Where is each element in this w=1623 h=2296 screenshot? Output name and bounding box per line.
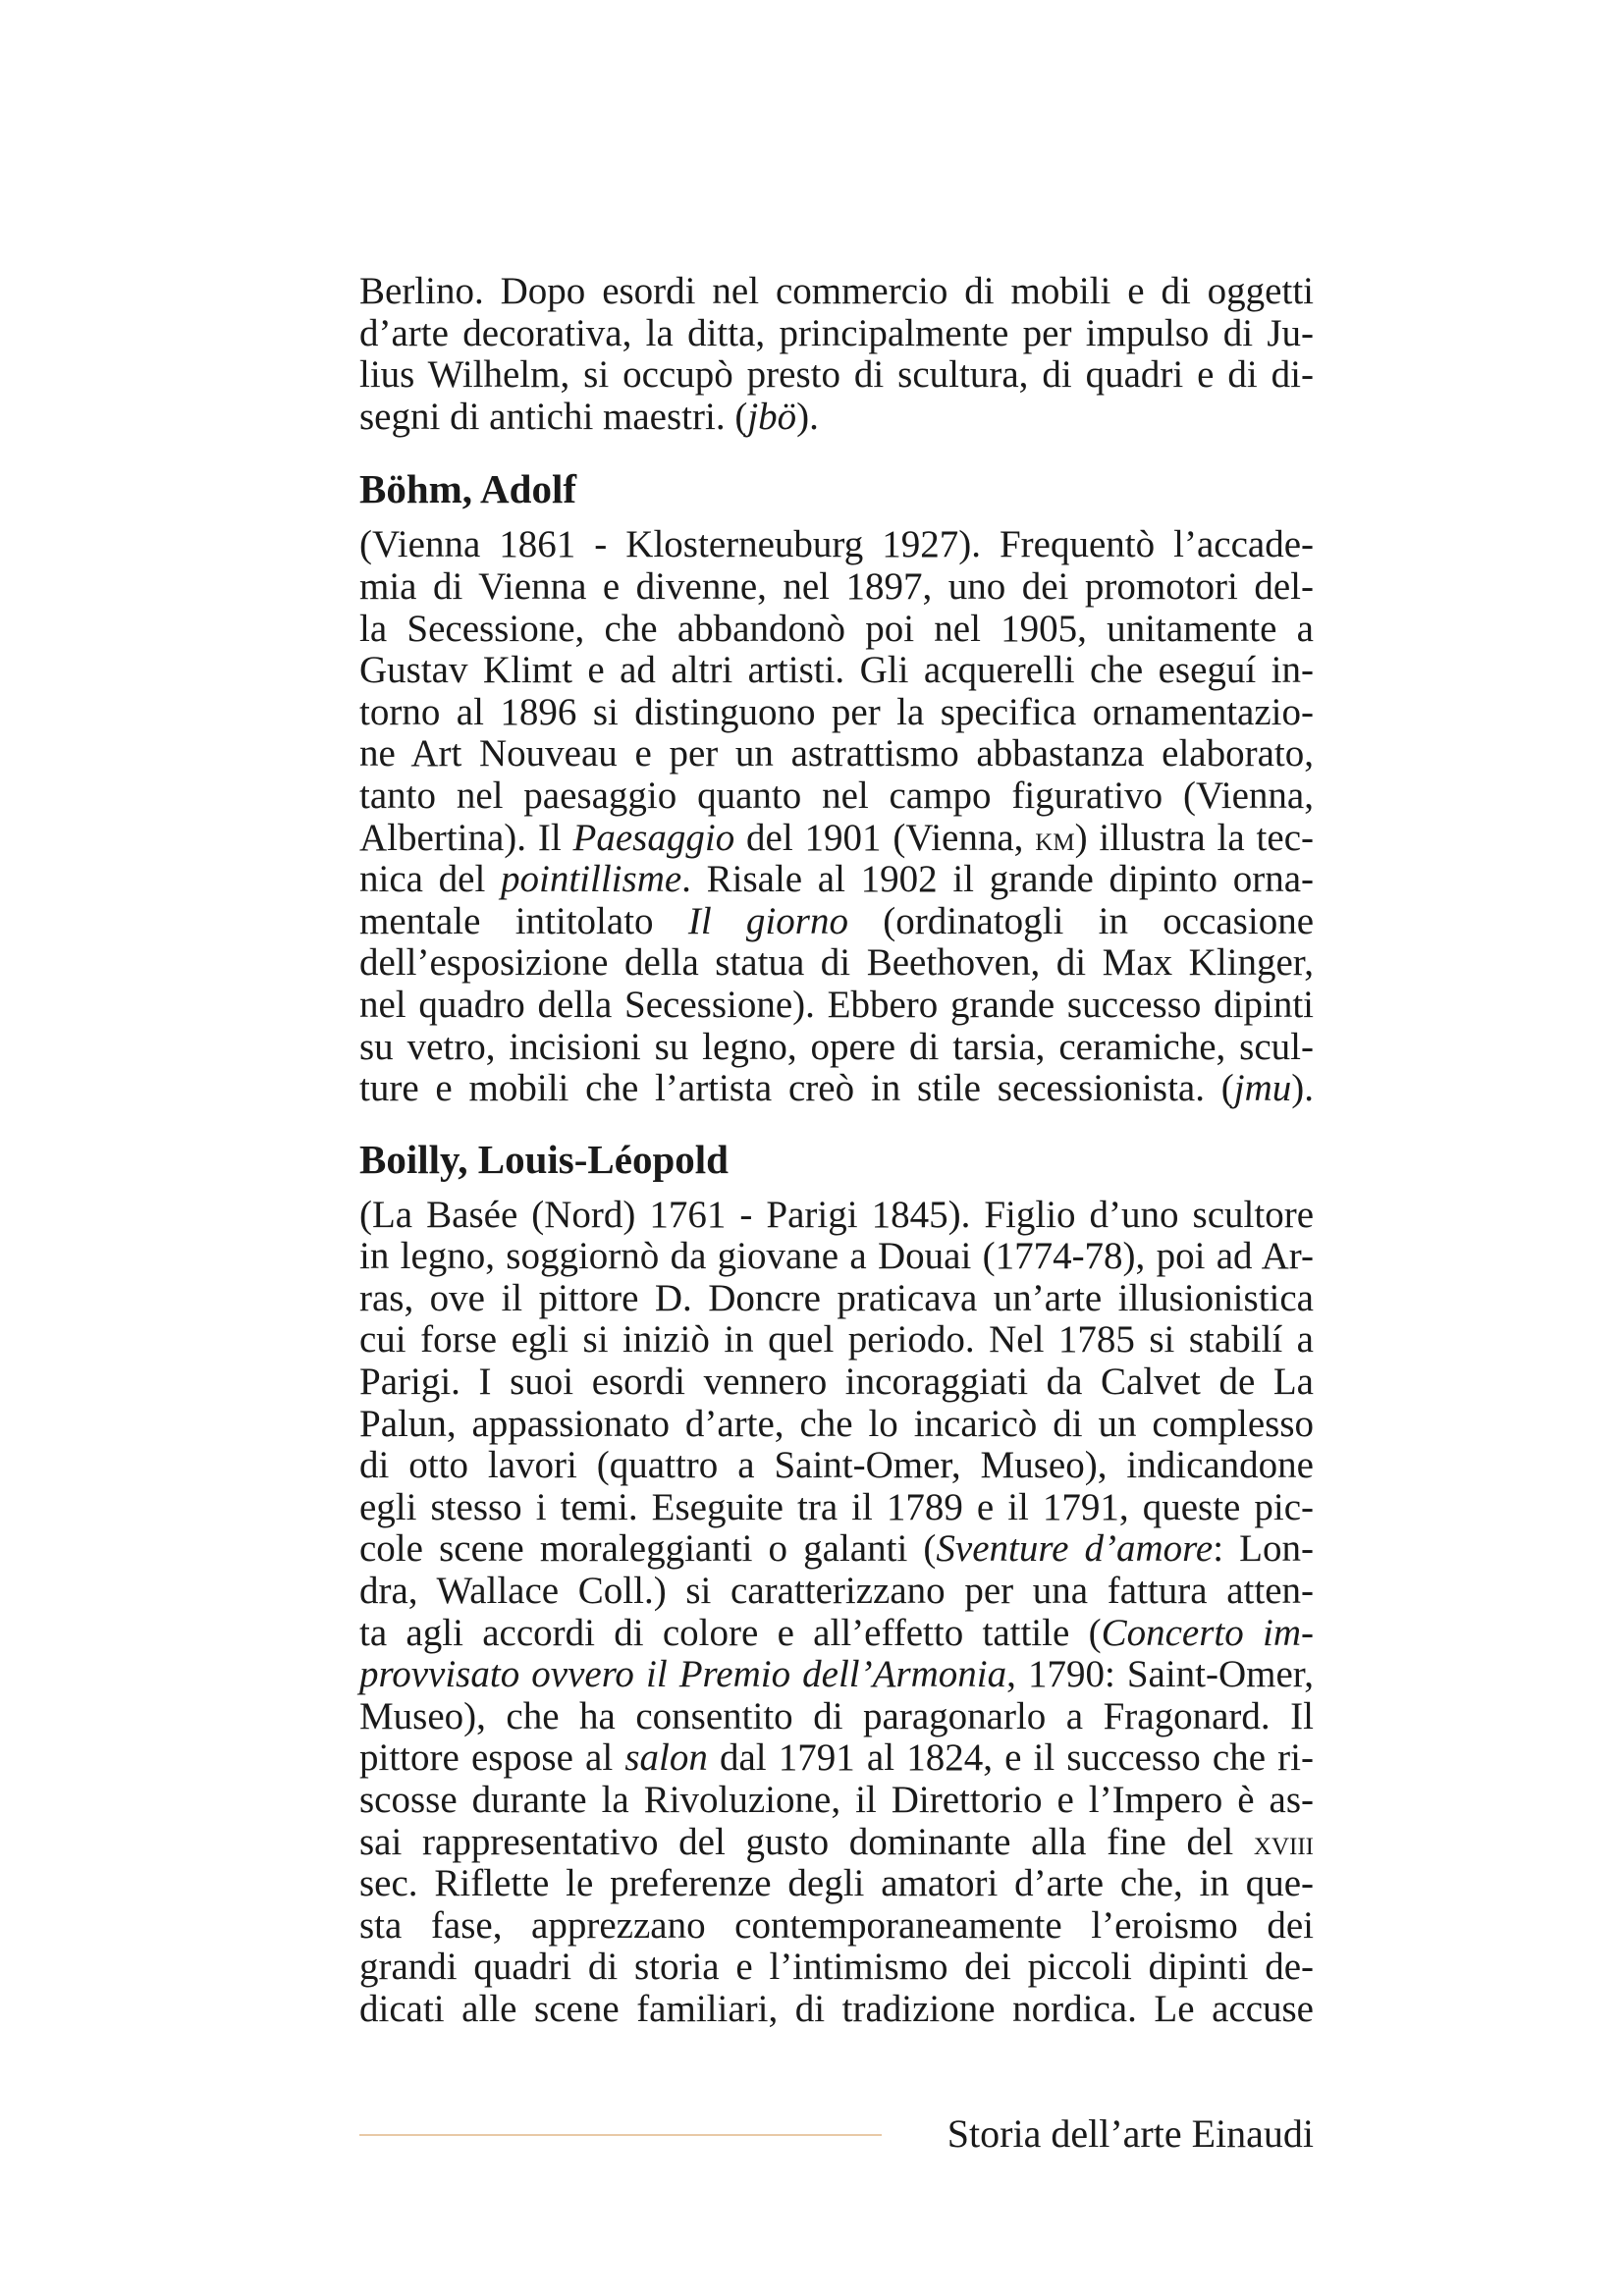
text-line: Gustav Klimt e ad altri artisti. Gli acquerelli che eseguí in- <box>359 649 1314 692</box>
text-line: grandi quadri di storia e l’intimismo dei piccoli dipinti de- <box>359 1946 1314 1989</box>
text-line: ture e mobili che l’artista creò in stile secessionista. (jmu). <box>359 1067 1314 1110</box>
entry-title-bohm: Böhm, Adolf <box>359 466 576 512</box>
page-body <box>359 271 1314 2031</box>
text-line: sai rappresentativo del gusto dominante alla fine del xviii <box>359 1820 1314 1863</box>
text-line: tanto nel paesaggio quanto nel campo figurativo (Vienna, <box>359 774 1314 817</box>
text-line: segni di antichi maestri. (jbö). <box>359 395 819 438</box>
text-line: provvisato ovvero il Premio dell’Armonia, 1790: Saint-Omer, <box>359 1653 1314 1696</box>
text-line: cui forse egli si iniziò in quel periodo. Nel 1785 si stabilí a <box>359 1318 1314 1362</box>
text-line: sec. Riflette le preferenze degli amatori d’arte che, in que- <box>359 1862 1314 1905</box>
text-line: torno al 1896 si distinguono per la specifica ornamentazio- <box>359 690 1314 733</box>
text-line: su vetro, incisioni su legno, opere di tarsia, ceramiche, scul- <box>359 1025 1314 1068</box>
text-line: sta fase, apprezzano contemporaneamente l’eroismo dei <box>359 1903 1314 1947</box>
text-line: ras, ove il pittore D. Doncre praticava un’arte illusionistica <box>359 1276 1314 1319</box>
text-line: mentale intitolato Il giorno (ordinatogli in occasione <box>359 899 1315 942</box>
text-line: di otto lavori (quattro a Saint-Omer, Museo), indicandone <box>359 1444 1314 1487</box>
text-line: (La Basée (Nord) 1761 - Parigi 1845). Figlio d’uno scultore <box>359 1193 1314 1236</box>
author-initials: jbö <box>747 395 797 438</box>
text-line: nel quadro della Secessione). Ebbero grande successo dipinti <box>359 983 1314 1026</box>
text-line: dell’esposizione della statua di Beethoven, di Max Klinger, <box>359 941 1314 985</box>
footer-label: Storia dell’arte Einaudi <box>947 2111 1314 2156</box>
text-line: cole scene moraleggianti o galanti (Sventure d’amore: Lon- <box>359 1527 1314 1571</box>
text-line: pittore espose al salon dal 1791 al 1824, e il successo che ri- <box>359 1736 1314 1780</box>
entry-body-bohm <box>359 524 1314 1109</box>
text-line: Museo), che ha consentito di paragonarlo a Fragonard. Il <box>359 1694 1314 1737</box>
text-line: scosse durante la Rivoluzione, il Direttorio e l’Impero è as- <box>359 1779 1314 1821</box>
text-line: lius Wilhelm, si occupò presto di scultura, di quadri e di di- <box>359 353 1314 397</box>
text-line: mia di Vienna e divenne, nel 1897, uno dei promotori del- <box>359 564 1314 608</box>
text-line: Berlino. Dopo esordi nel commercio di mobili e di oggetti <box>359 270 1314 312</box>
text-line: la Secessione, che abbandonò poi nel 1905, unitamente a <box>359 607 1314 650</box>
text-line: Albertina). Il Paesaggio del 1901 (Vienna, km) illustra la tec- <box>359 816 1314 859</box>
page-footer <box>359 2110 1314 2160</box>
text-line: in legno, soggiornò da giovane a Douai (1774-78), poi ad Ar- <box>359 1235 1314 1278</box>
text-line: Palun, appassionato d’arte, che lo incaricò di un complesso <box>359 1402 1314 1445</box>
text-line: dicati alle scene familiari, di tradizione nordica. Le accuse <box>359 1987 1314 2030</box>
text-line: d’arte decorativa, la ditta, principalmente per impulso di Ju- <box>359 311 1314 354</box>
text-line: ta agli accordi di colore e all’effetto tattile (Concerto im- <box>359 1611 1314 1654</box>
text-line: egli stesso i temi. Eseguite tra il 1789 e il 1791, queste pic- <box>359 1485 1314 1528</box>
intro-paragraph <box>359 271 1314 438</box>
text-line: (Vienna 1861 - Klosterneuburg 1927). Frequentò l’accade- <box>359 523 1314 566</box>
entry-body-boilly <box>359 1195 1314 2031</box>
author-initials: jmu <box>1233 1067 1292 1110</box>
text-line: Parigi. I suoi esordi vennero incoraggiati da Calvet de La <box>359 1361 1314 1404</box>
text-line: ne Art Nouveau e per un astrattismo abbastanza elaborato, <box>359 732 1314 775</box>
footer-rule <box>359 2134 882 2136</box>
text-line: dra, Wallace Coll.) si caratterizzano per una fattura atten- <box>359 1570 1314 1613</box>
entry-title-boilly: Boilly, Louis-Léopold <box>359 1136 729 1182</box>
text-line: nica del pointillisme. Risale al 1902 il grande dipinto orna- <box>359 858 1314 901</box>
